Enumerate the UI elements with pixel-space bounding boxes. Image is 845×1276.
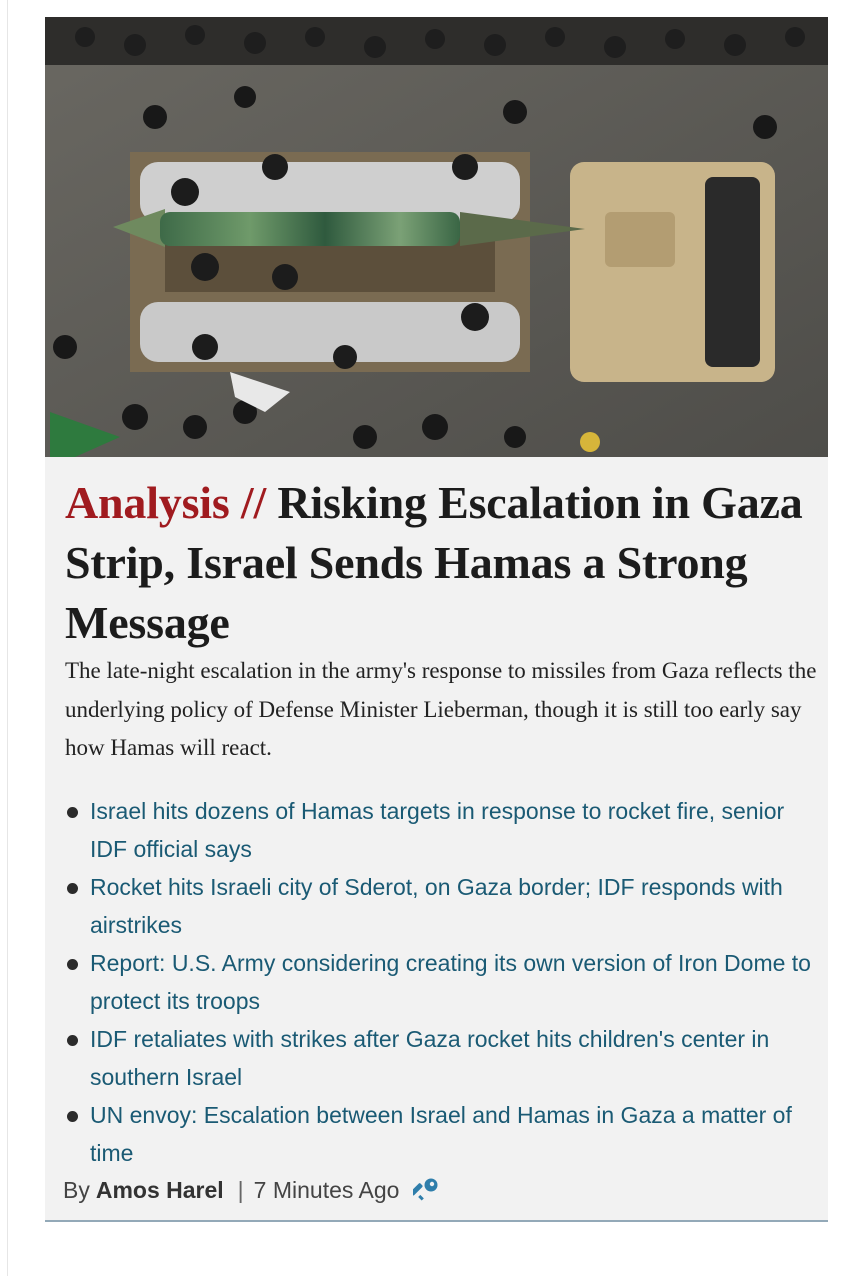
article-label[interactable]: Analysis (65, 477, 230, 528)
related-link[interactable]: Israel hits dozens of Hamas targets in response to rocket fire, senior IDF official says (65, 792, 815, 868)
related-link[interactable]: UN envoy: Escalation between Israel and Hamas in Gaza a matter of time (65, 1096, 815, 1172)
article-headline[interactable] (65, 473, 815, 653)
related-link[interactable]: IDF retaliates with strikes after Gaza rocket hits children's center in southern Israel (65, 1020, 815, 1096)
label-separator: // (240, 477, 267, 528)
article-card (45, 17, 828, 1222)
page-left-rule (7, 0, 8, 1276)
article-summary: The late-night escalation in the army's response to missiles from Gaza reflects the underlying policy of Defense Minister Lieberman, though it is still too early say how Hamas will react. (65, 658, 817, 760)
key-icon (413, 1176, 441, 1204)
byline (63, 1170, 441, 1210)
related-link[interactable]: Rocket hits Israeli city of Sderot, on Gaza border; IDF responds with airstrikes (65, 868, 815, 944)
byline-prefix: By (63, 1177, 90, 1203)
byline-divider: | (237, 1177, 244, 1203)
author-link[interactable]: Amos Harel (95, 1177, 224, 1203)
related-links-list (65, 792, 815, 1172)
article-title[interactable]: Risking Escalation in Gaza Strip, Israel Sends Hamas a Strong Message (65, 477, 803, 648)
related-link[interactable]: Report: U.S. Army considering creating its own version of Iron Dome to protect its troops (65, 944, 815, 1020)
publish-time: 7 Minutes Ago (253, 1177, 400, 1203)
article-photo[interactable] (45, 17, 828, 457)
